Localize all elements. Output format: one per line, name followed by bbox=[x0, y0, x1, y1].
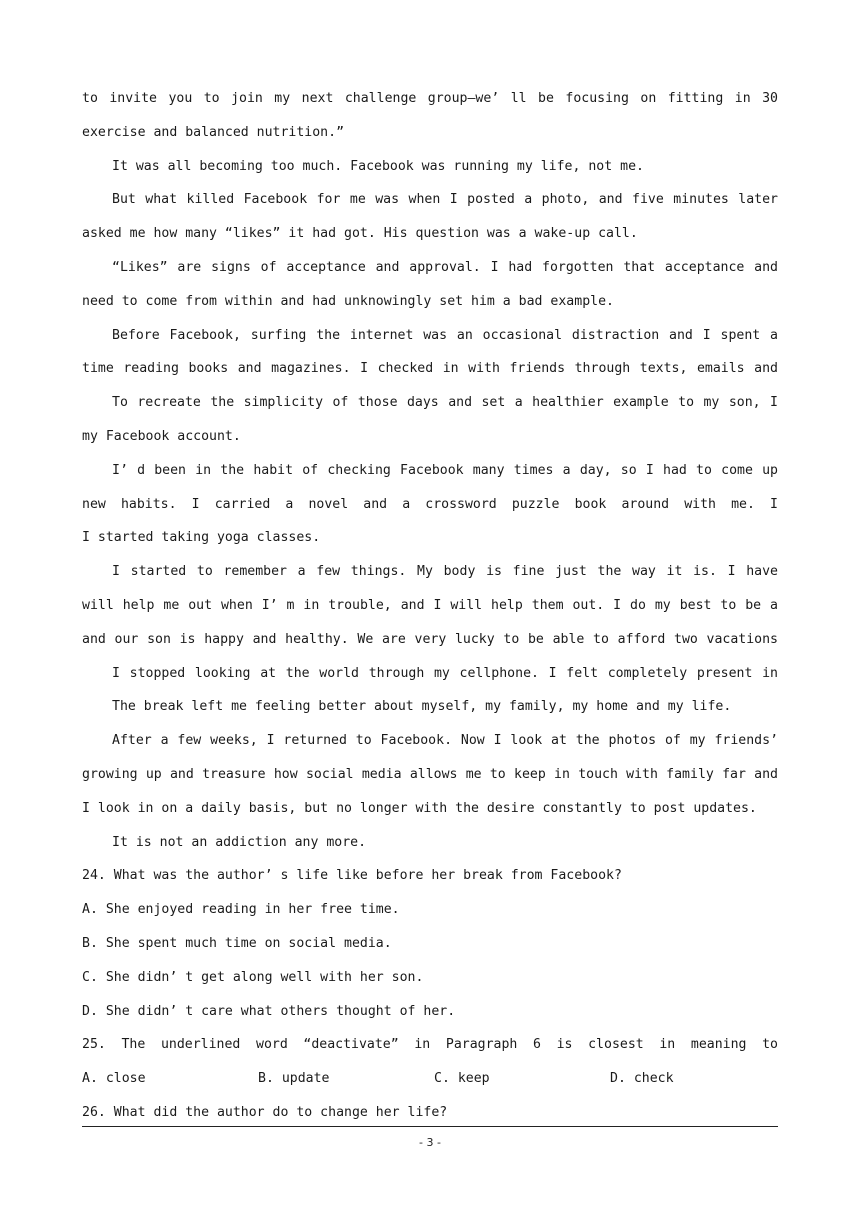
passage-line: It is not an addiction any more. bbox=[112, 834, 367, 850]
passage-line: asked me how many “likes” it had got. His question was a wake-up call. bbox=[82, 226, 638, 242]
option-25-c: C. keep bbox=[434, 1071, 490, 1087]
passage-line: The break left me feeling better about myself, my family, my home and my life. bbox=[112, 699, 732, 715]
question-stem-24: 24. What was the author’ s life like before her break from Facebook? bbox=[82, 868, 622, 884]
passage-line: It was all becoming too much. Facebook was running my life, not me. bbox=[112, 158, 644, 174]
passage-line: I look in on a daily basis, but no longer with the desire constantly to post updates. bbox=[82, 800, 757, 816]
reading-passage bbox=[82, 82, 778, 1130]
passage-line: I stopped looking at the world through my cellphone. I felt completely present in bbox=[112, 665, 778, 681]
passage-line: I started taking yoga classes. bbox=[82, 530, 321, 546]
passage-line: growing up and treasure how social media allows me to keep in touch with family far and bbox=[82, 766, 778, 782]
passage-line: time reading books and magazines. I checked in with friends through texts, emails and bbox=[82, 361, 778, 377]
passage-line: After a few weeks, I returned to Facebook. Now I look at the photos of my friends’ bbox=[112, 733, 778, 749]
footer-divider bbox=[82, 1126, 778, 1127]
question-stem-26: 26. What did the author do to change her life? bbox=[82, 1104, 448, 1120]
passage-line: my Facebook account. bbox=[82, 428, 241, 444]
passage-text: To recreate the simplicity of those days and set a healthier example to my son, I bbox=[112, 395, 778, 411]
passage-line: “Likes” are signs of acceptance and approval. I had forgotten that acceptance and bbox=[112, 259, 778, 275]
passage-line: I’ d been in the habit of checking Facebook many times a day, so I had to come up bbox=[112, 462, 778, 478]
option-24-d: D. She didn’ t care what others thought of her. bbox=[82, 1003, 456, 1019]
options-row-25 bbox=[82, 1062, 778, 1096]
option-24-a: A. She enjoyed reading in her free time. bbox=[82, 902, 400, 918]
option-25-b: B. update bbox=[258, 1071, 330, 1087]
option-25-a: A. close bbox=[82, 1071, 146, 1087]
passage-line: to invite you to join my next challenge group—we’ ll be focusing on fitting in 30 bbox=[82, 91, 778, 106]
passage-line: But what killed Facebook for me was when I posted a photo, and five minutes later bbox=[112, 192, 778, 208]
passage-line: exercise and balanced nutrition.” bbox=[82, 124, 345, 140]
passage-line: and our son is happy and healthy. We are very lucky to be able to afford two vacations bbox=[82, 631, 778, 647]
passage-line: will help me out when I’ m in trouble, and I will help them out. I do my best to be a bbox=[82, 597, 778, 613]
question-stem-25: 25. The underlined word “deactivate” in Paragraph 6 is closest in meaning to bbox=[82, 1037, 778, 1053]
passage-line: Before Facebook, surfing the internet was an occasional distraction and I spent a bbox=[112, 327, 778, 343]
passage-line: I started to remember a few things. My body is fine just the way it is. I have bbox=[112, 564, 778, 580]
passage-line-with-underline bbox=[82, 386, 778, 420]
option-24-c: C. She didn’ t get along well with her son. bbox=[82, 969, 424, 985]
page-number: - 3 - bbox=[419, 1136, 441, 1149]
passage-line: new habits. I carried a novel and a crossword puzzle book around with me. I bbox=[82, 496, 778, 512]
option-25-d: D. check bbox=[610, 1071, 674, 1087]
option-24-b: B. She spent much time on social media. bbox=[82, 935, 392, 951]
passage-line: need to come from within and had unknowingly set him a bad example. bbox=[82, 293, 614, 309]
